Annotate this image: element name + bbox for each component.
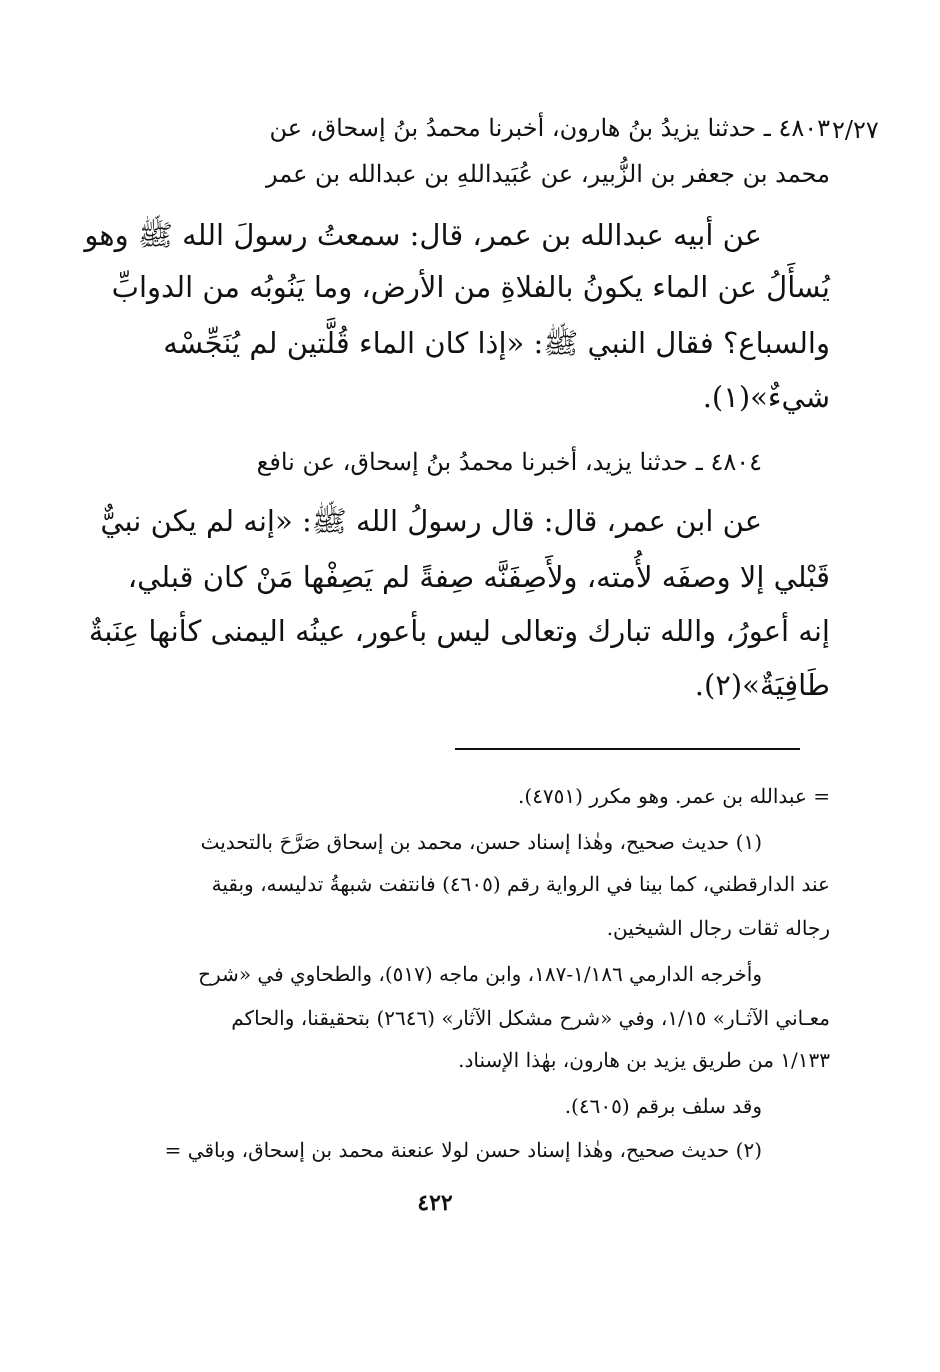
hadith-4803-matn-line-2: يُسأَلُ عن الماء يكونُ بالفلاةِ من الأرض، وما يَنُوبُه من الدوابِّ bbox=[111, 270, 830, 304]
footnote-2-line-1: (٢) حديث صحيح، وهٰذا إسناد حسن لولا عنعنة محمد بن إسحاق، وباقي = bbox=[164, 1138, 762, 1162]
hadith-4804-isnad-line-1: ٤٨٠٤ ـ حدثنا يزيد، أخبرنا محمدُ بنُ إسحاق، عن نافع bbox=[256, 448, 762, 476]
hadith-4803-matn-line-3: والسباع؟ فقال النبي ﷺ: «إذا كان الماء قُلَّتين لم يُنَجِّسْه bbox=[163, 326, 830, 360]
hadith-4803-matn-line-1: عن أبيه عبدالله بن عمر، قال: سمعتُ رسولَ الله ﷺ وهو bbox=[84, 218, 762, 252]
volume-page-reference: ٢/٢٧ bbox=[832, 116, 879, 144]
footnote-separator-rule bbox=[455, 748, 800, 750]
page-number: ٤٢٢ bbox=[417, 1190, 453, 1216]
footnote-1-line-7: وقد سلف برقم (٤٦٠٥). bbox=[564, 1094, 762, 1118]
hadith-4803-isnad-line-1: ٤٨٠٣ ـ حدثنا يزيدُ بنُ هارون، أخبرنا محمدُ بنُ إسحاق، عن bbox=[269, 114, 830, 142]
hadith-4804-matn-line-3: إنه أعورُ، والله تبارك وتعالى ليس بأعور، عينُه اليمنى كأنها عِنَبةٌ bbox=[88, 614, 830, 648]
hadith-4804-matn-line-4: طَافِيَةٌ»(٢). bbox=[694, 668, 830, 702]
hadith-4803-isnad-line-2: محمد بن جعفر بن الزُّبير، عن عُبَيداللهِ بن عبدالله بن عمر bbox=[265, 160, 830, 188]
footnote-1-line-2: عند الدارقطني، كما بينا في الرواية رقم (٤٦٠٥) فانتفت شبهةُ تدليسه، وبقية bbox=[211, 872, 830, 896]
hadith-4804-matn-line-2: قَبْلي إلا وصفَه لأُمته، ولأَصِفَنَّه صِفةً لم يَصِفْها مَنْ كان قبلي، bbox=[127, 560, 830, 594]
footnote-continuation: = عبدالله بن عمر. وهو مكرر (٤٧٥١). bbox=[518, 784, 830, 808]
footnote-1-line-4: وأخرجه الدارمي ١/١٨٦-١٨٧، وابن ماجه (٥١٧)، والطحاوي في «شرح bbox=[198, 962, 762, 986]
footnote-1-line-5: معـاني الآثـار» ١/١٥، وفي «شرح مشكل الآثار» (٢٦٤٦) بتحقيقنا، والحاكم bbox=[231, 1006, 830, 1030]
footnote-1-line-1: (١) حديث صحيح، وهٰذا إسناد حسن، محمد بن إسحاق صَرَّحَ بالتحديث bbox=[200, 830, 762, 854]
footnote-1-line-3: رجاله ثقات رجال الشيخين. bbox=[606, 916, 830, 940]
hadith-4803-matn-line-4: شيءٌ»(١). bbox=[702, 380, 830, 414]
hadith-4804-matn-line-1: عن ابن عمر، قال: قال رسولُ الله ﷺ: «إنه لم يكن نبيٌّ bbox=[100, 504, 762, 538]
footnote-1-line-6: ١/١٣٣ من طريق يزيد بن هارون، بهٰذا الإسناد. bbox=[458, 1048, 830, 1072]
